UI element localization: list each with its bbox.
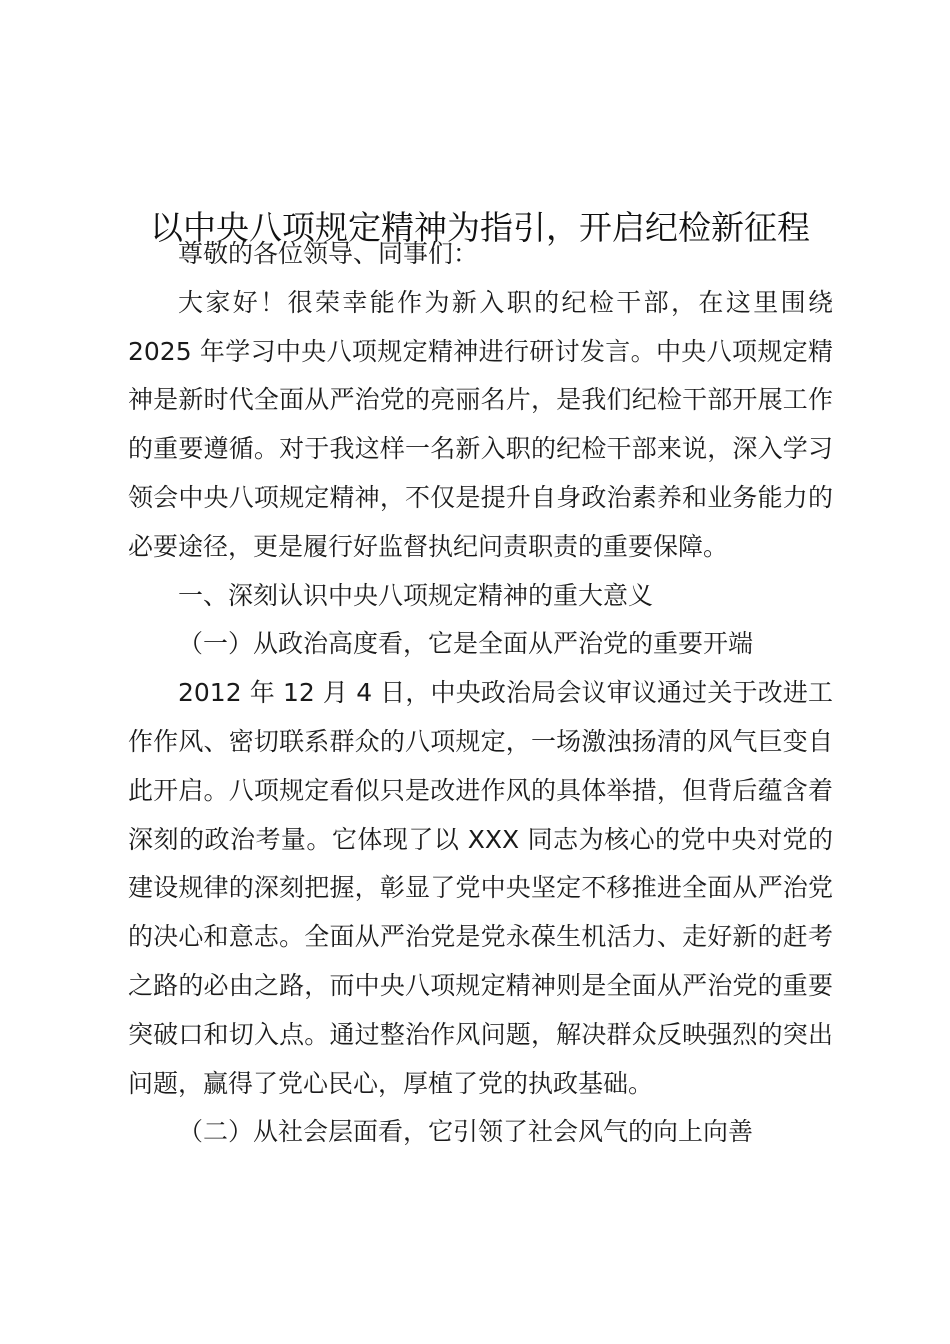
salutation-paragraph: 尊敬的各位领导、同事们： [178,239,479,268]
subsection-1-paragraph: 2012 年 12 月 4 日，中央政治局会议审议通过关于改进工作作风、密切联系群众的八项规定，一场激浊扬清的风气巨变自此开启。八项规定看似只是改进作风的具体举措，但背后蕴含着深刻的政治考量。它体现了以 XXX 同志为核心的党中央对党的建设规律的深刻把握，彰显了党中央坚定不移推进全面从严治党的决心和意志。全面从严治党是党永葆生机活力、走好新的赶考之路的必由之路，而中央八项规定精神则是全面从严治党的重要突破口和切入点。通过整治作风问题，解决群众反映强烈的突出问题，赢得了党心民心，厚植了党的执政基础。 [128,678,833,1098]
subsection-heading-2: （二）从社会层面看，它引领了社会风气的向上向善 [178,1117,754,1147]
opening-paragraph: 大家好！很荣幸能作为新入职的纪检干部，在这里围绕 2025 年学习中央八项规定精神进行研讨发言。中央八项规定精神是新时代全面从严治党的亮丽名片，是我们纪检干部开展工作的重要遵循。对于我这样一名新入职的纪检干部来说，深入学习领会中央八项规定精神，不仅是提升自身政治素养和业务能力的必要途径，更是履行好监督执纪问责职责的重要保障。 [128,287,833,561]
document-title: 以中央八项规定精神为指引，开启纪检新征程 [150,208,810,248]
document-body [128,230,833,1157]
section-heading-1: 一、深刻认识中央八项规定精神的重大意义 [178,580,654,610]
subsection-heading-1: （一）从政治高度看，它是全面从严治党的重要开端 [178,629,754,659]
